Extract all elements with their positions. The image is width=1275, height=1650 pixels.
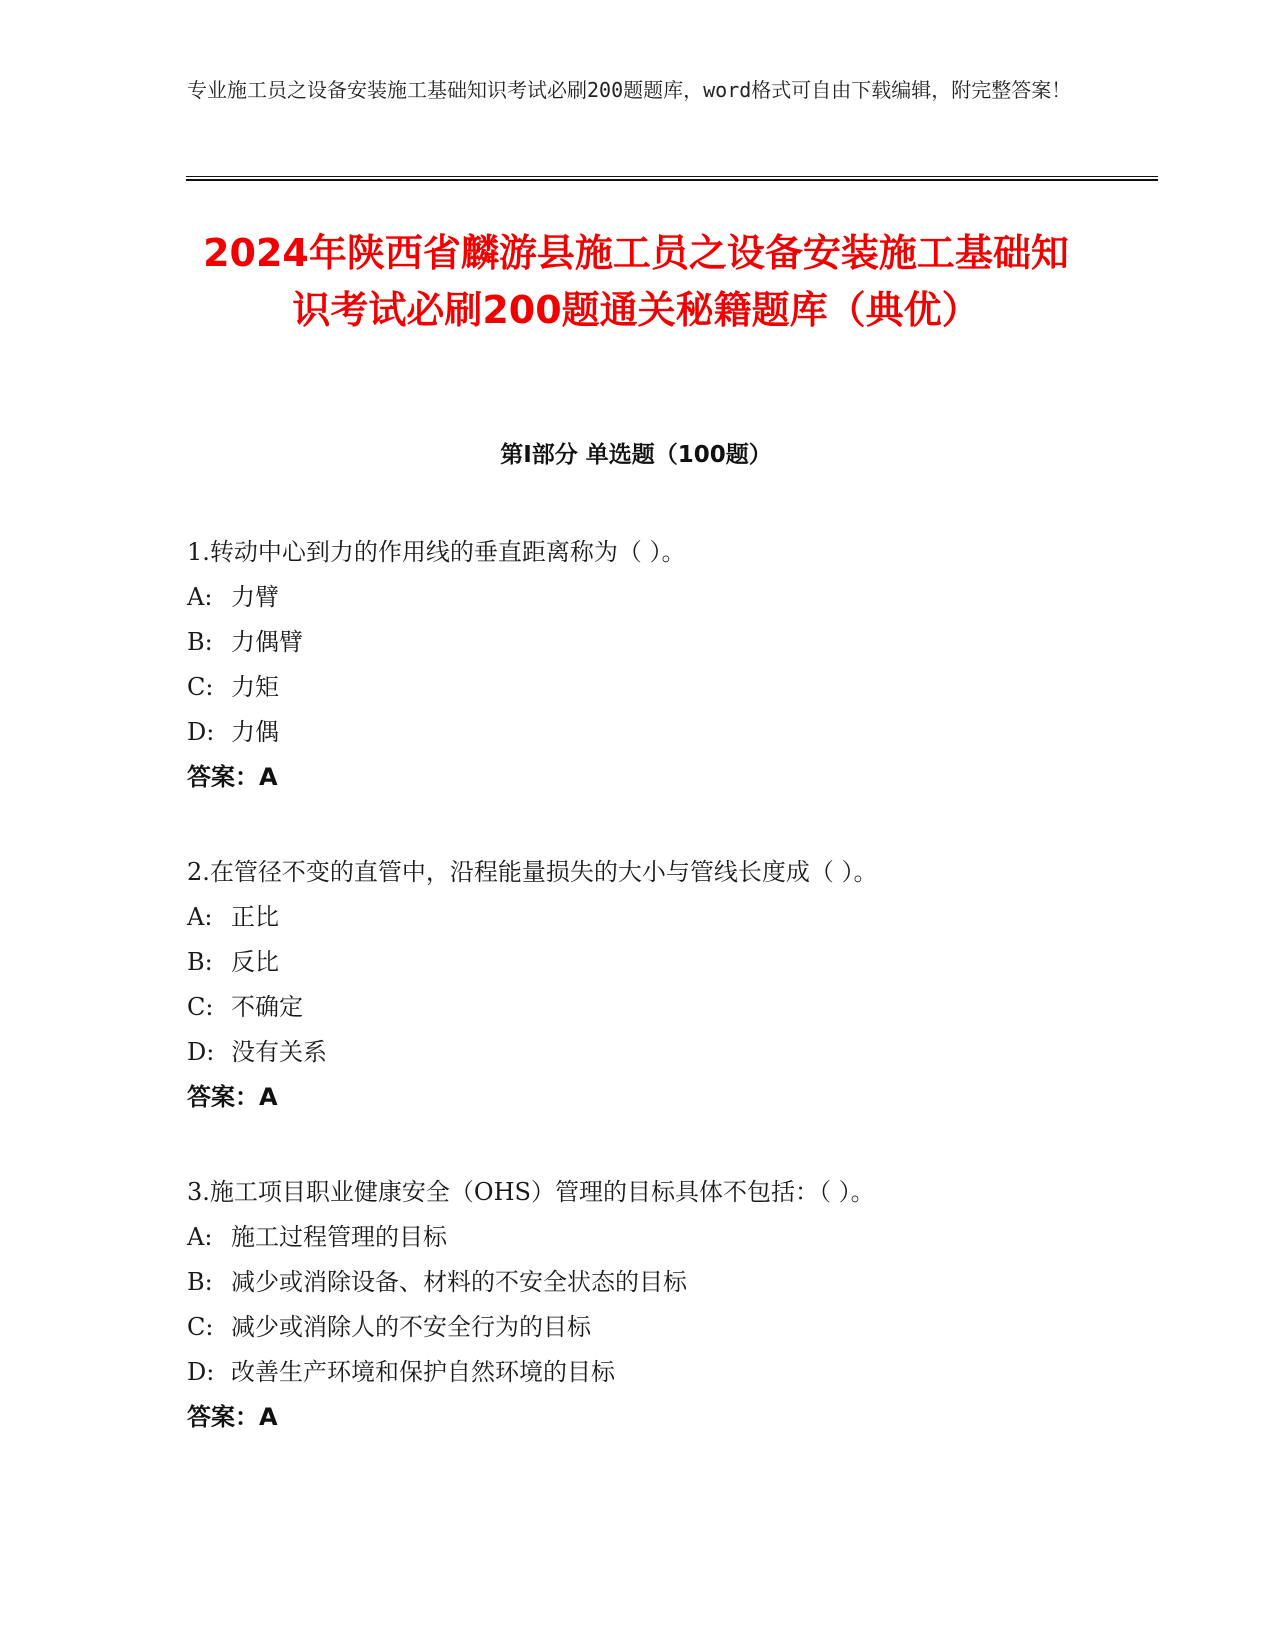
question-2	[187, 850, 1137, 1120]
section-heading: 第Ⅰ部分 单选题（100题）	[500, 442, 772, 468]
document-title: 2024年陕西省麟游县施工员之设备安装施工基础知识考试必刷200题通关秘籍题库（典优）	[203, 231, 1069, 332]
option-a	[187, 895, 1137, 940]
option-text: 没有关系	[231, 1038, 327, 1066]
option-text: 不确定	[231, 993, 303, 1021]
option-text: 力臂	[231, 583, 279, 611]
option-key: D:	[187, 1358, 215, 1386]
option-d	[187, 1350, 1137, 1395]
option-d	[187, 1030, 1137, 1075]
option-key: C:	[187, 993, 214, 1021]
answer-line: 答案：A	[187, 1083, 278, 1111]
option-key: D:	[187, 718, 215, 746]
option-text: 减少或消除设备、材料的不安全状态的目标	[231, 1268, 687, 1296]
option-d	[187, 710, 1137, 755]
option-key: B:	[187, 948, 213, 976]
option-text: 减少或消除人的不安全行为的目标	[231, 1313, 591, 1341]
option-key: A:	[187, 903, 213, 931]
header-note: 专业施工员之设备安装施工基础知识考试必刷200题题库，word格式可自由下载编辑，附完整答案！	[187, 78, 1072, 102]
option-a	[187, 1215, 1137, 1260]
option-text: 力偶臂	[231, 628, 303, 656]
option-text: 正比	[231, 903, 279, 931]
option-text: 改善生产环境和保护自然环境的目标	[231, 1358, 615, 1386]
header-divider-thin-line	[186, 176, 1158, 177]
option-key: B:	[187, 1268, 213, 1296]
question-3	[187, 1170, 1137, 1440]
question-1	[187, 530, 1137, 800]
option-text: 力矩	[231, 673, 279, 701]
option-b	[187, 620, 1137, 665]
answer-line: 答案：A	[187, 1403, 278, 1431]
answer-line: 答案：A	[187, 763, 278, 791]
option-text: 施工过程管理的目标	[231, 1223, 447, 1251]
option-text: 力偶	[231, 718, 279, 746]
question-stem: 3.施工项目职业健康安全（OHS）管理的目标具体不包括：（ ）。	[187, 1178, 875, 1206]
option-key: B:	[187, 628, 213, 656]
option-key: D:	[187, 1038, 215, 1066]
option-a	[187, 575, 1137, 620]
option-c	[187, 1305, 1137, 1350]
header-divider	[186, 176, 1158, 182]
option-b	[187, 940, 1137, 985]
option-key: A:	[187, 1223, 213, 1251]
option-c	[187, 665, 1137, 710]
header-divider-thick-line	[186, 179, 1158, 181]
question-stem: 2.在管径不变的直管中，沿程能量损失的大小与管线长度成（ ）。	[187, 858, 878, 886]
question-stem: 1.转动中心到力的作用线的垂直距离称为（ ）。	[187, 538, 686, 566]
option-key: C:	[187, 1313, 214, 1341]
option-c	[187, 985, 1137, 1030]
option-key: C:	[187, 673, 214, 701]
option-key: A:	[187, 583, 213, 611]
question-list	[187, 530, 1137, 1490]
option-b	[187, 1260, 1137, 1305]
option-text: 反比	[231, 948, 279, 976]
